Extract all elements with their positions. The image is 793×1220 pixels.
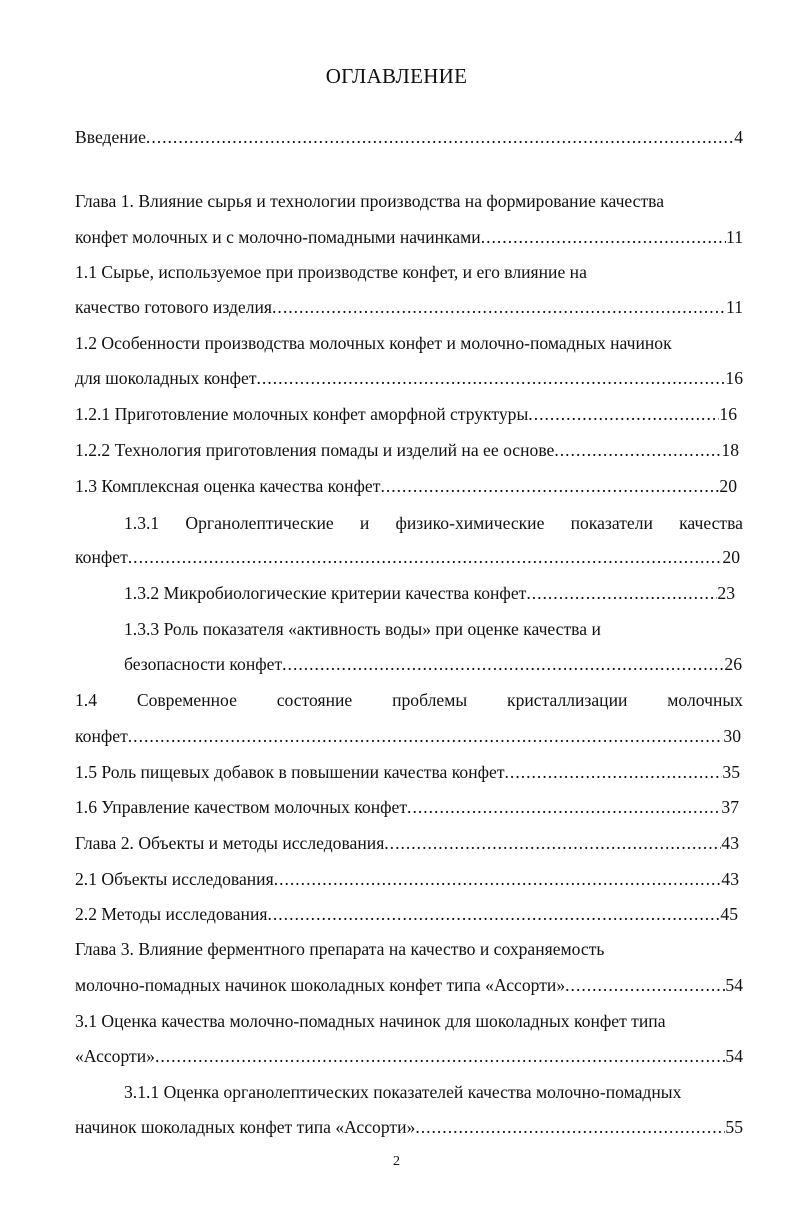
- toc-entry: [75, 124, 743, 150]
- toc-entry: [75, 401, 737, 427]
- toc-word: 1.4: [75, 690, 97, 710]
- toc-entry-text: Глава 3. Влияние ферментного препарата на качество и сохраняемость: [75, 939, 605, 959]
- page-number: 2: [393, 1154, 400, 1169]
- toc-entry: [75, 544, 740, 570]
- toc-entry-text: 2.1 Объекты исследования: [75, 869, 274, 889]
- toc-word: и: [359, 513, 370, 533]
- toc-entry-text: 2.2 Методы исследования: [75, 904, 268, 924]
- toc-entry: [75, 365, 743, 391]
- toc-entry-page: 4: [734, 127, 743, 147]
- toc-entry-text: 1.1 Сырье, используемое при производстве конфет, и его влияние на: [75, 262, 587, 282]
- toc-entry: [75, 972, 743, 998]
- dot-leader: [272, 294, 726, 320]
- toc-word: проблемы: [392, 690, 468, 710]
- toc-entry: [75, 687, 743, 713]
- toc-entry-text: для шоколадных конфет: [75, 368, 257, 388]
- toc-entry: [75, 830, 739, 856]
- toc-entry-page: 20: [722, 547, 740, 567]
- toc-entry: [75, 224, 743, 250]
- dot-leader: [257, 365, 726, 391]
- toc-entry-page: 54: [725, 975, 743, 995]
- dot-leader: [554, 437, 721, 463]
- toc-entry-page: 43: [721, 869, 739, 889]
- dot-leader: [128, 544, 723, 570]
- toc-word: Органолептические: [185, 513, 334, 533]
- toc-entry-text: 1.2 Особенности производства молочных конфет и молочно-помадных начинок: [75, 333, 672, 353]
- dot-leader: [267, 901, 720, 927]
- toc-entry-page: 16: [719, 404, 737, 424]
- dot-leader: [407, 794, 721, 820]
- toc-entry-text: «Ассорти»: [75, 1046, 155, 1066]
- toc-entry: [75, 794, 739, 820]
- toc-word: качества: [679, 513, 743, 533]
- toc-entry-page: 54: [725, 1046, 743, 1066]
- toc-entry: [75, 437, 739, 463]
- toc-entry-text: 3.1 Оценка качества молочно-помадных начинок для шоколадных конфет типа: [75, 1011, 666, 1031]
- dot-leader: [274, 866, 722, 892]
- toc-entry: [75, 330, 743, 356]
- toc-entry: [75, 473, 737, 499]
- dot-leader: [155, 1043, 725, 1069]
- toc-entry-text: конфет молочных и с молочно-помадными начинками: [75, 227, 481, 247]
- toc-entry-text: 3.1.1 Оценка органолептических показателей качества молочно-помадных: [124, 1082, 682, 1102]
- toc-entry: [124, 510, 743, 536]
- toc-entry-text: Глава 1. Влияние сырья и технологии производства на формирование качества: [75, 191, 665, 211]
- toc-entry-text: начинок шоколадных конфет типа «Ассорти»: [75, 1117, 416, 1137]
- toc-word: молочных: [667, 690, 743, 710]
- toc-entry: [75, 901, 738, 927]
- toc-entry-text: 1.5 Роль пищевых добавок в повышении качества конфет: [75, 762, 505, 782]
- toc-entry: [124, 616, 743, 642]
- toc-entry-text: 1.3 Комплексная оценка качества конфет: [75, 476, 381, 496]
- toc-entry-text: молочно-помадных начинок шоколадных конфет типа «Ассорти»: [75, 975, 566, 995]
- toc-word: 1.3.1: [124, 513, 160, 533]
- toc-entry-text: 1.3.2 Микробиологические критерии качества конфет: [124, 583, 527, 603]
- toc-entry: [124, 1079, 743, 1105]
- toc-word: Современное: [136, 690, 237, 710]
- toc-entry: [75, 723, 741, 749]
- toc-entry-page: 26: [724, 654, 742, 674]
- toc-word: состояние: [276, 690, 353, 710]
- toc-word: физико-химические: [395, 513, 545, 533]
- toc-entry: [124, 651, 742, 677]
- toc-entry-page: 11: [726, 297, 743, 317]
- dot-leader: [146, 124, 734, 150]
- dot-leader: [528, 401, 719, 427]
- toc-entry-page: 45: [720, 904, 738, 924]
- toc-entry-page: 35: [722, 762, 740, 782]
- toc-entry-text: 1.2.2 Технология приготовления помады и изделий на ее основе: [75, 440, 555, 460]
- dot-leader: [415, 1114, 725, 1140]
- dot-leader: [380, 473, 719, 499]
- toc-entry: [75, 259, 743, 285]
- toc-entry: [75, 188, 743, 214]
- toc-entry: [75, 1114, 743, 1140]
- toc-entry: [75, 866, 739, 892]
- toc-word: кристаллизации: [507, 690, 628, 710]
- toc-entry: [124, 580, 735, 606]
- toc-title: ОГЛАВЛЕНИЕ: [325, 64, 468, 88]
- toc-entry-page: 18: [721, 440, 739, 460]
- dot-leader: [128, 723, 724, 749]
- toc-entry-page: 55: [725, 1117, 743, 1137]
- dot-leader: [384, 830, 721, 856]
- toc-entry-text: безопасности конфет: [124, 654, 283, 674]
- dot-leader: [565, 972, 725, 998]
- toc-entry-page: 20: [719, 476, 737, 496]
- toc-entry-text: 1.6 Управление качеством молочных конфет: [75, 797, 408, 817]
- toc-entry-page: 11: [726, 227, 743, 247]
- toc-entry: [75, 1043, 743, 1069]
- toc-entry-text: 1.2.1 Приготовление молочных конфет аморфной структуры: [75, 404, 529, 424]
- dot-leader: [481, 224, 726, 250]
- toc-entry-page: 30: [723, 726, 741, 746]
- toc-entry-text: конфет: [75, 726, 128, 746]
- toc-entry-text: конфет: [75, 547, 128, 567]
- dot-leader: [282, 651, 724, 677]
- toc-entry-page: 37: [721, 797, 739, 817]
- toc-word: показатели: [570, 513, 653, 533]
- toc-entry-page: 16: [725, 368, 743, 388]
- toc-entry: [75, 759, 740, 785]
- toc-entry: [75, 294, 743, 320]
- toc-entry-text: Введение: [75, 127, 146, 147]
- toc-entry: [75, 936, 743, 962]
- toc-entry-text: качество готового изделия: [75, 297, 273, 317]
- toc-entry-page: 23: [717, 583, 735, 603]
- toc-entry-page: 43: [721, 833, 739, 853]
- toc-entry-text: 1.3.3 Роль показателя «активность воды» при оценке качества и: [124, 619, 601, 639]
- toc-entry-text: Глава 2. Объекты и методы исследования: [75, 833, 385, 853]
- dot-leader: [526, 580, 717, 606]
- dot-leader: [505, 759, 723, 785]
- toc-entry: [75, 1008, 743, 1034]
